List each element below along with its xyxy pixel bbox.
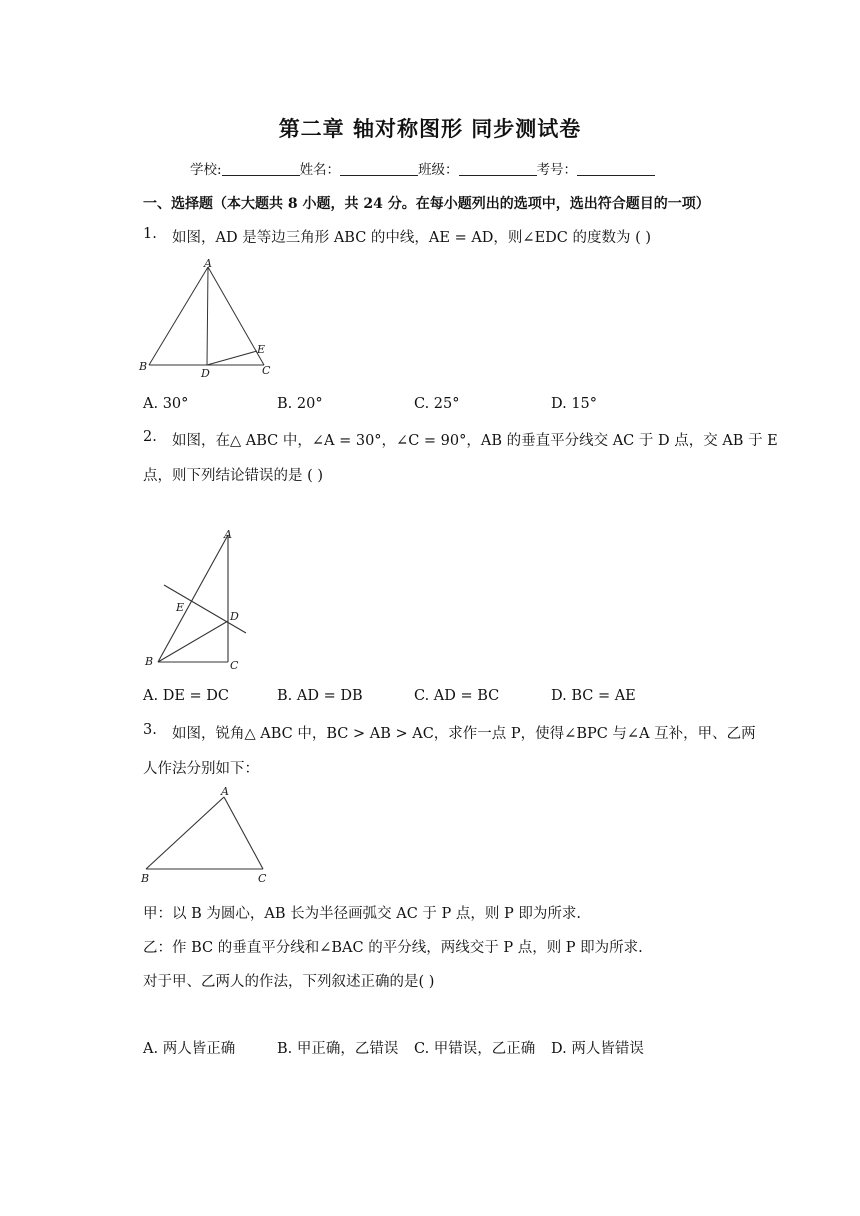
q1-label-a: A [204,257,212,270]
q2-option-b[interactable] [277,688,363,704]
q3-label-c: C [258,872,267,885]
option-text: 25° [433,396,460,412]
section-heading: 一、选择题（本大题共 8 小题，共 24 分。在每小题列出的选项中，选出符合题目的一项） [143,196,710,212]
option-text: AD = BC [433,688,500,704]
q2-line1: 如图，在△ ABC 中，∠A = 30°，∠C = 90°，AB 的垂直平分线交 AC 于 D 点，交 AB 于 E [172,433,778,449]
q2-label-a: A [224,528,232,541]
option-text: BC = AE [571,688,636,704]
q2-label-c: C [230,659,239,672]
option-letter: A. [143,1041,159,1057]
q1-label-e: E [257,343,266,356]
q3-line1: 如图，锐角△ ABC 中，BC > AB > AC，求作一点 P，使得∠BPC 与∠A 互补，甲、乙两 [172,726,756,742]
option-letter: D. [551,1041,567,1057]
option-letter: D. [551,688,567,704]
q2-option-c[interactable] [414,688,499,704]
q2-number: 2. [143,429,157,445]
q1-option-b[interactable] [277,396,323,412]
q3-label-a: A [221,785,229,798]
option-text: 15° [571,396,598,412]
q2-option-d[interactable] [551,688,636,704]
q3-figure [138,785,278,890]
q1-label-d: D [201,367,210,380]
name-blank[interactable] [340,162,418,176]
q2-line2: 点，则下列结论错误的是 ( ) [143,468,324,484]
q3-method-jia: 甲：以 B 为圆心，AB 长为半径画弧交 AC 于 P 点，则 P 即为所求. [143,906,581,922]
option-text: AD = DB [296,688,363,704]
option-text: DE = DC [162,688,230,704]
option-letter: B. [277,396,293,412]
q1-number: 1. [143,226,157,242]
option-text: 20° [296,396,323,412]
q3-option-b[interactable] [277,1037,398,1058]
q1-option-c[interactable] [414,396,460,412]
option-letter: C. [414,396,430,412]
school-label: 学校: [190,162,222,178]
q3-number: 3. [143,722,157,738]
option-letter: C. [414,688,430,704]
q2-label-d: D [230,610,239,623]
number-blank[interactable] [577,162,655,176]
q3-option-a[interactable] [143,1037,235,1058]
q2-label-b: B [145,655,154,668]
q1-label-b: B [139,360,148,373]
option-text: 30° [162,396,189,412]
option-letter: D. [551,396,567,412]
q1-option-a[interactable] [143,396,188,412]
q2-figure [138,523,258,678]
page-title: 第二章 轴对称图形 同步测试卷 [278,117,582,141]
q1-text: 如图，AD 是等边三角形 ABC 的中线，AE = AD，则∠EDC 的度数为 ( ) [172,230,652,246]
option-text: 甲正确，乙错误 [296,1041,399,1057]
q1-figure [135,255,285,380]
name-label: 姓名： [299,162,341,178]
q3-option-c[interactable] [414,1037,535,1058]
q2-option-a[interactable] [143,688,229,704]
q3-line2: 人作法分别如下： [143,761,259,777]
option-letter: A. [143,396,159,412]
option-text: 两人皆错误 [571,1041,644,1057]
option-letter: B. [277,688,293,704]
class-blank[interactable] [459,162,537,176]
school-blank[interactable] [222,162,300,176]
option-text: 甲错误，乙正确 [433,1041,536,1057]
q3-option-d[interactable] [551,1037,644,1058]
option-text: 两人皆正确 [162,1041,236,1057]
q3-method-yi: 乙：作 BC 的垂直平分线和∠BAC 的平分线，两线交于 P 点，则 P 即为所求. [143,940,643,956]
option-letter: A. [143,688,159,704]
number-label: 考号： [536,162,578,178]
option-letter: C. [414,1041,430,1057]
q2-label-e: E [176,601,185,614]
q3-question: 对于甲、乙两人的作法，下列叙述正确的是( ) [143,974,435,990]
q1-label-c: C [262,364,271,377]
option-letter: B. [277,1041,293,1057]
student-info-line [190,158,655,178]
q3-label-b: B [141,872,150,885]
class-label: 班级： [418,162,459,178]
q1-option-d[interactable] [551,396,597,412]
